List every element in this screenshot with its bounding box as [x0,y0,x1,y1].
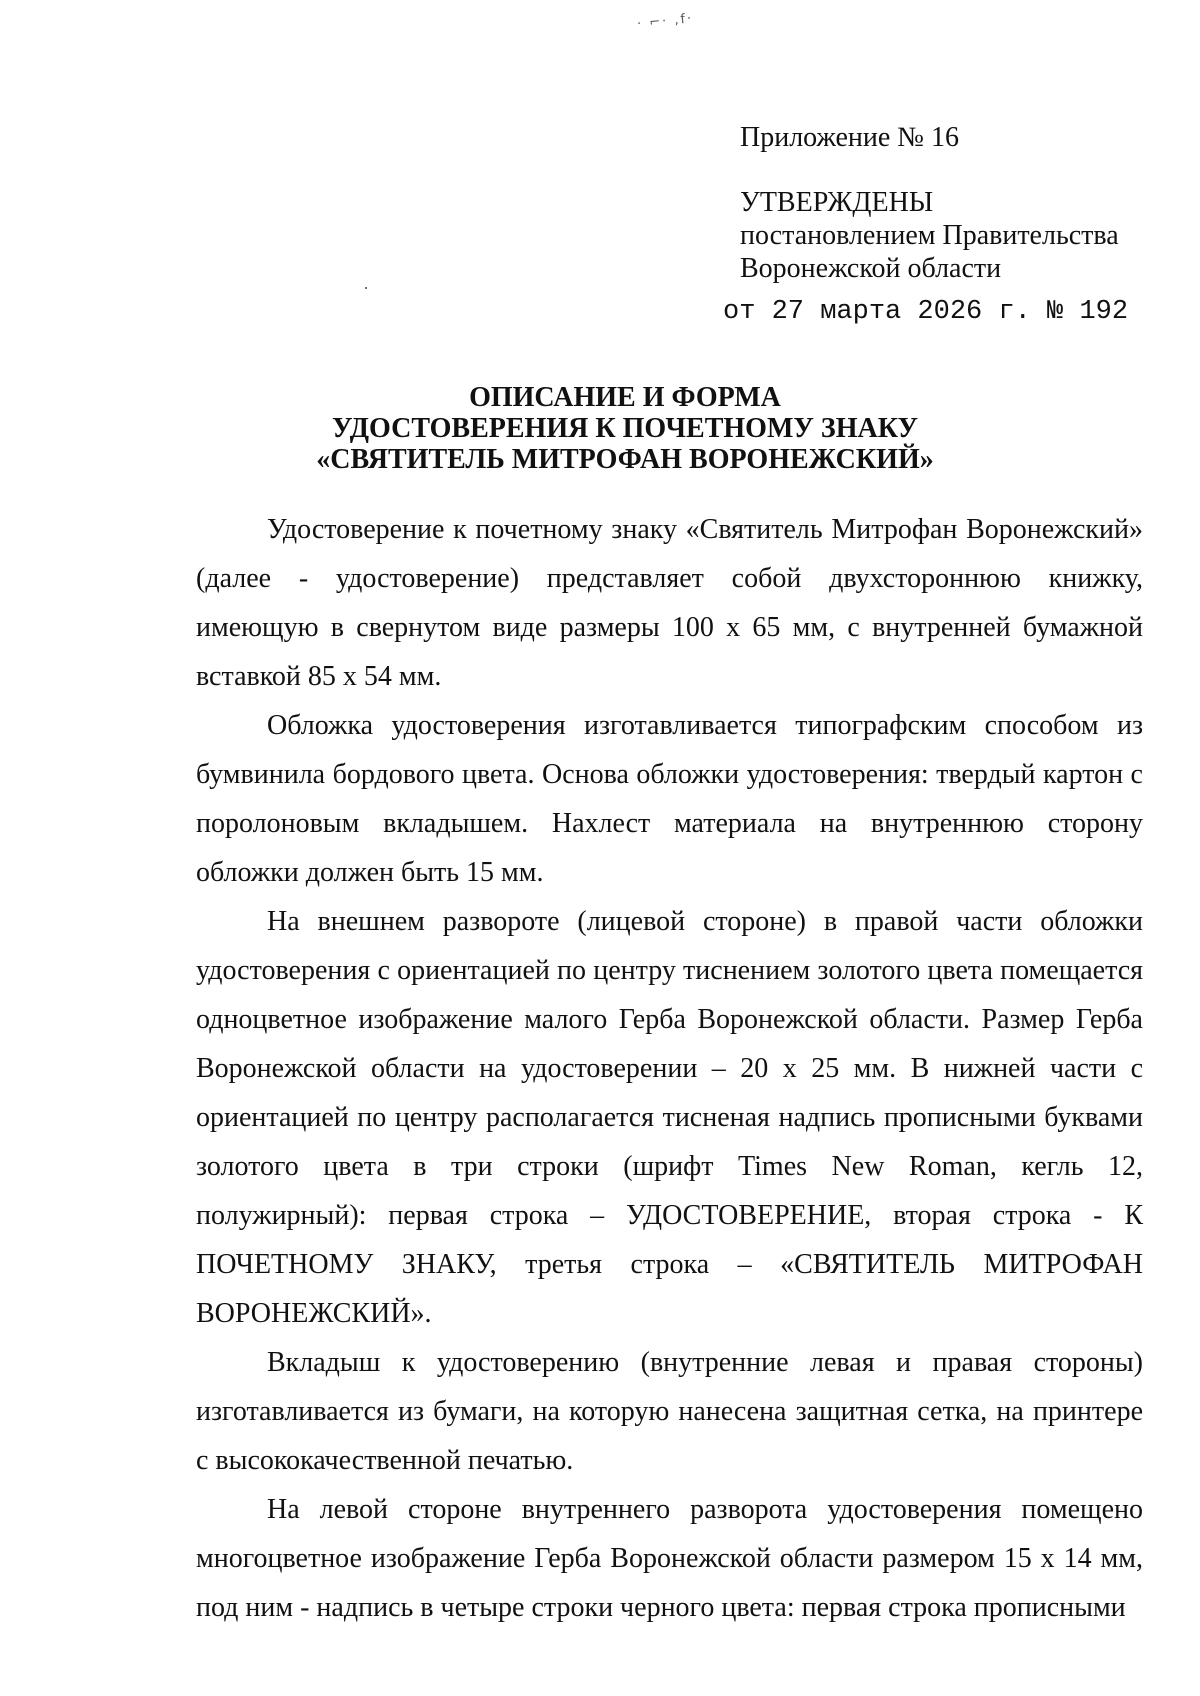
appendix-label: Приложение № 16 [740,122,959,153]
scan-artifact-mark: · ⌐· ,f· [636,11,694,32]
body-paragraph: На внешнем развороте (лицевой стороне) в правой части обложки удостоверения с ориентацией по центру тиснением золотого цвета помещается одноцветное изображение малого Герба Воронежской области. Размер Герба Воронежской области на удостоверении – 20 х 25 мм. В нижней части с ориентацией по центру располагается тисненая надпись прописными буквами золотого цвета в три строки (шрифт Times New Roman, кегль 12, полужирный): первая строка – УДОСТОВЕРЕНИЕ, вторая строка - К ПОЧЕТНОМУ ЗНАКУ, третья строка – «СВЯТИТЕЛЬ МИТРОФАН ВОРОНЕЖСКИЙ». [196,906,1143,1329]
approval-line: УТВЕРЖДЕНЫ [740,187,934,218]
title-line: «СВЯТИТЕЛЬ МИТРОФАН ВОРОНЕЖСКИЙ» [316,444,934,475]
approval-line: Воронежской области [740,253,1002,284]
title-line: УДОСТОВЕРЕНИЯ К ПОЧЕТНОМУ ЗНАКУ [332,413,918,444]
title-line: ОПИСАНИЕ И ФОРМА [469,382,781,413]
scan-dot [365,287,367,289]
body-paragraph: Удостоверение к почетному знаку «Святитель Митрофан Воронежский» (далее - удостоверение) представляет собой двухстороннюю книжку, имеющую в свернутом виде размеры 100 х 65 мм, с внутренней бумажной вставкой 85 х 54 мм. [196,514,1143,692]
body-paragraph: На левой стороне внутреннего разворота удостоверения помещено многоцветное изображение Герба Воронежской области размером 15 х 14 мм, под ним - надпись в четыре строки черного цвета: первая строка прописными [196,1494,1143,1623]
body-paragraph: Обложка удостоверения изготавливается типографским способом из бумвинила бордового цвета. Основа обложки удостоверения: твердый картон с поролоновым вкладышем. Нахлест материала на внутреннюю сторону обложки должен быть 15 мм. [196,710,1143,888]
resolution-date-number: от 27 марта 2026 г. № 192 [723,297,1129,327]
document-body [196,505,1143,1632]
document-title [200,382,1050,475]
body-paragraph: Вкладыш к удостоверению (внутренние левая и правая стороны) изготавливается из бумаги, на которую нанесена защитная сетка, на принтере с высококачественной печатью. [196,1347,1143,1476]
approval-block [740,186,1119,285]
approval-line: постановлением Правительства [740,220,1119,251]
